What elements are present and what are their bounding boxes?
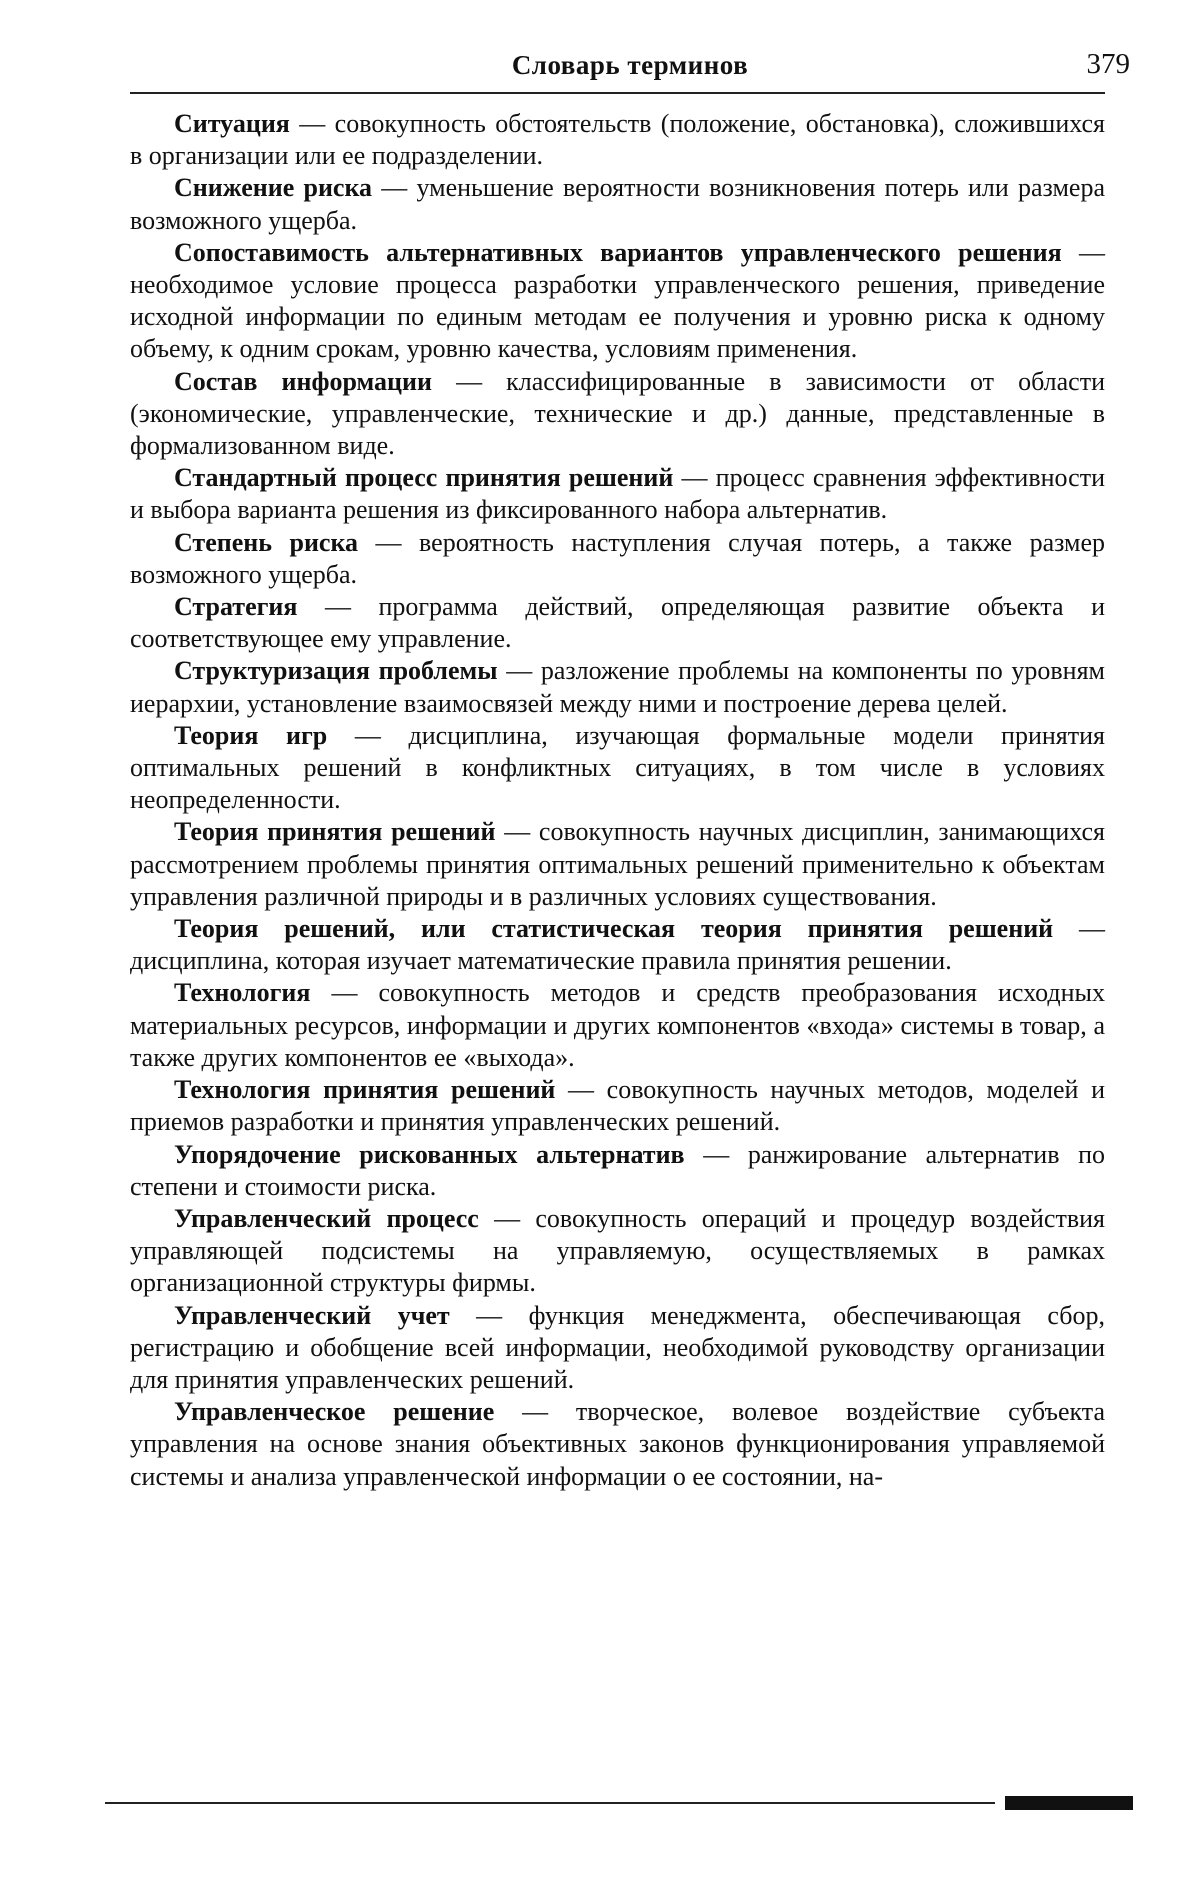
entry-term: Управленческий учет xyxy=(174,1300,450,1330)
glossary-entry xyxy=(130,655,1105,719)
entry-term: Технология xyxy=(174,978,311,1008)
glossary-entries xyxy=(130,108,1105,1493)
entry-definition: — совокупность обстоятельств (положение, обстановка), сложившихся в организации или ее подразделении. xyxy=(130,109,1105,171)
entry-definition: — совокупность научных методов, моделей и приемов разработки и принятия управленческих решений. xyxy=(130,1075,1105,1137)
glossary-entry xyxy=(130,527,1105,591)
entry-term: Степень риска xyxy=(174,527,359,557)
entry-definition: — дисциплина, изучающая формальные модели принятия оптимальных решений в конфликтных ситуациях, в том числе в условиях неопределенности. xyxy=(130,720,1105,815)
footer-rule xyxy=(105,1802,995,1804)
entry-term: Стратегия xyxy=(174,592,298,622)
entry-definition: — программа действий, определяющая развитие объекта и соответствующее ему управление. xyxy=(130,592,1105,654)
entry-definition: — необходимое условие процесса разработки управленческого решения, приведение исходной информации по единым методам ее получения и уровню риска к одному объему, к одним срокам, уровню качества, условиям применения. xyxy=(130,237,1106,364)
entry-term: Управленческий процесс xyxy=(174,1203,479,1233)
entry-term: Теория решений, или статистическая теория принятия решений xyxy=(174,914,1054,944)
entry-definition: — совокупность научных дисциплин, занимающихся рассмотрением проблемы принятия оптимальных решений применительно к объектам управления различной природы и в различных условиях существования. xyxy=(130,817,1105,911)
glossary-entry xyxy=(130,720,1105,817)
entry-term: Структуризация проблемы xyxy=(174,656,498,686)
entry-term: Теория игр xyxy=(174,720,328,750)
page-number: 379 xyxy=(1086,48,1130,80)
glossary-entry xyxy=(130,237,1105,366)
entry-definition: — ранжирование альтернатив по степени и стоимости риска. xyxy=(130,1139,1105,1201)
entry-definition: — разложение проблемы на компоненты по уровням иерархии, установление взаимосвязей между ними и построение дерева целей. xyxy=(130,656,1105,718)
entry-definition: — уменьшение вероятности возникновения потерь или размера возможного ущерба. xyxy=(130,173,1105,235)
glossary-entry xyxy=(130,1396,1105,1493)
entry-definition: — совокупность операций и процедур воздействия управляющей подсистемы на управляемую, осуществляемых в рамках организационной структуры фирмы. xyxy=(130,1203,1105,1298)
glossary-entry xyxy=(130,1203,1105,1300)
glossary-entry xyxy=(130,977,1105,1074)
glossary-entry xyxy=(130,366,1105,463)
glossary-entry xyxy=(130,108,1105,172)
page-edge-mark xyxy=(1005,1796,1133,1810)
glossary-entry xyxy=(130,172,1105,236)
entry-term: Состав информации xyxy=(174,366,432,396)
glossary-entry xyxy=(130,1300,1105,1397)
entry-term: Упорядочение рискованных альтернатив xyxy=(174,1139,685,1169)
entry-definition: — функция менеджмента, обеспечивающая сбор, регистрацию и обобщение всей информации, необходимой руководству организации для принятия управленческих решений. xyxy=(130,1300,1106,1394)
entry-term: Управленческое решение xyxy=(174,1397,495,1427)
glossary-entry xyxy=(130,816,1105,913)
entry-definition: — классифицированные в зависимости от области (экономические, управленческие, технические и др.) данные, представленные в формализованном виде. xyxy=(130,366,1105,461)
running-head xyxy=(130,44,1130,84)
entry-term: Теория принятия решений xyxy=(174,817,496,847)
entry-definition: — процесс сравнения эффективности и выбора варианта решения из фиксированного набора альтернатив. xyxy=(130,463,1105,525)
entry-definition: — вероятность наступления случая потерь, а также размер возможного ущерба. xyxy=(130,527,1105,589)
glossary-entry xyxy=(130,462,1105,526)
glossary-entry xyxy=(130,1139,1105,1203)
entry-definition: — дисциплина, которая изучает математические правила принятия решении. xyxy=(130,914,1105,976)
glossary-entry xyxy=(130,1074,1105,1138)
entry-term: Ситуация xyxy=(174,109,290,138)
entry-definition: — творческое, волевое воздействие субъекта управления на основе знания объективных законов функционирования управляемой системы и анализа управленческой информации о ее состоянии, на- xyxy=(130,1397,1105,1491)
glossary-entry xyxy=(130,913,1105,977)
entry-term: Технология принятия решений xyxy=(174,1075,556,1105)
entry-term: Стандартный процесс принятия решений xyxy=(174,463,674,493)
entry-definition: — совокупность методов и средств преобразования исходных материальных ресурсов, информации и других компонентов «входа» системы в товар, а также других компонентов ее «выхода». xyxy=(130,978,1105,1072)
header-rule xyxy=(130,92,1105,94)
glossary-entry xyxy=(130,591,1105,655)
entry-term: Сопоставимость альтернативных вариантов управленческого решения xyxy=(174,237,1062,267)
entry-term: Снижение риска xyxy=(174,173,373,203)
running-title: Словарь терминов xyxy=(511,50,749,80)
